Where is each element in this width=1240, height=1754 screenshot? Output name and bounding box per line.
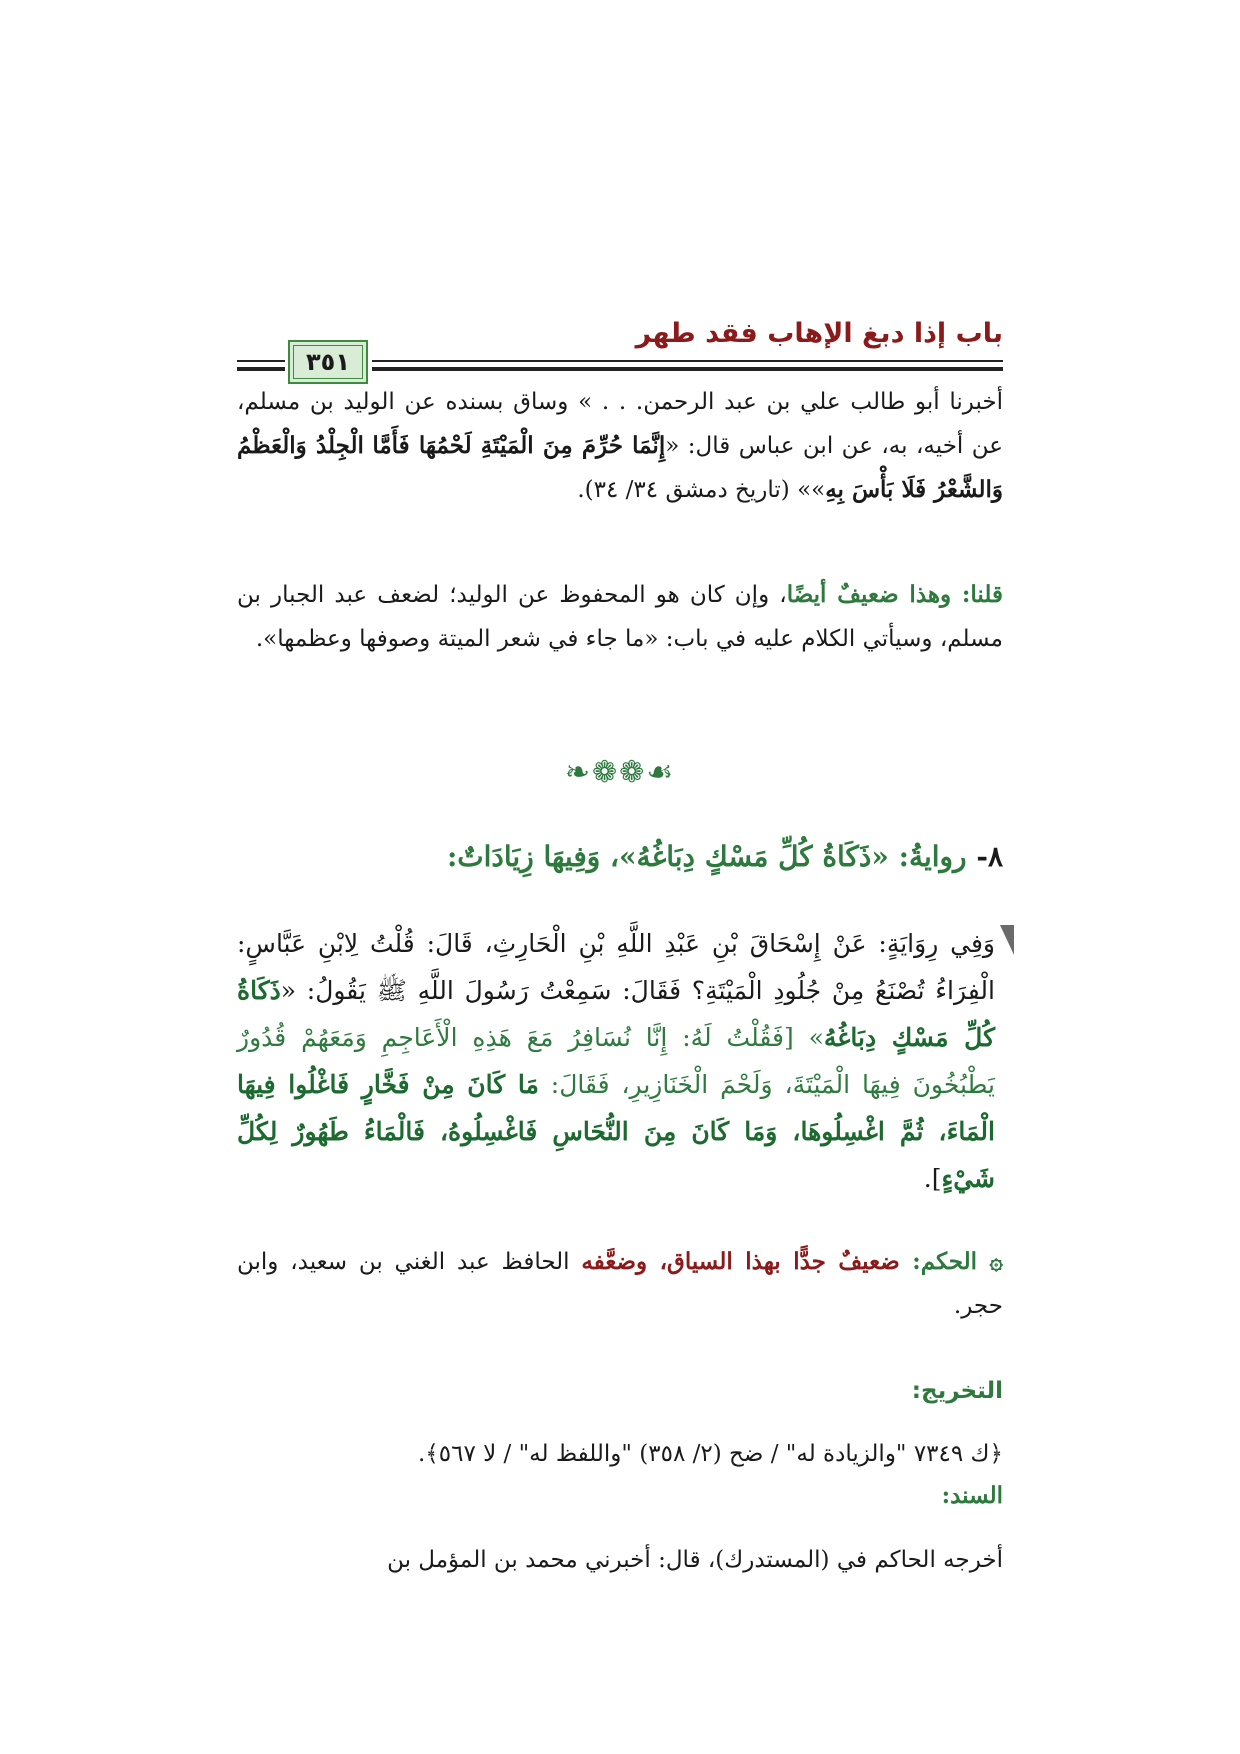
- page-number-frame: [288, 340, 368, 384]
- quote-corner-mark: [1000, 925, 1014, 955]
- section-divider-ornament: ❧❁❁☙: [564, 755, 676, 790]
- ruling: [237, 1240, 1003, 1328]
- hadith-addition: » [فَقُلْتُ لَهُ: إِنَّا نُسَافِرُ مَعَ هَذِهِ الْأَعَاجِمِ وَمَعَهُمْ قُدُورٌ يَطْبُخُونَ فِيهَا الْمَيْتَةَ، وَلَحْمَ الْخَنَازِيرِ، فَقَالَ:: [237, 1023, 995, 1099]
- section-heading: [447, 840, 1003, 873]
- hadith-text: [237, 920, 995, 1202]
- page-number: ٣٥١: [306, 348, 350, 376]
- comment-text: ، وإن كان هو المحفوظ عن الوليد؛ لضعف عبد الجبار بن مسلم، وسيأتي الكلام عليه في باب: «ما جاء في شعر الميتة وصوفها وعظمها».: [237, 582, 1003, 652]
- para1-citation: »» (تاريخ دمشق ٣٤/ ٣٤).: [577, 477, 826, 503]
- comment-verdict: وهذا ضعيفٌ أيضًا: [786, 581, 952, 608]
- sanad-text: أخرجه الحاكم في (المستدرك)، قال: أخبرني محمد بن المؤمل بن: [387, 1547, 1003, 1573]
- ruling-label: الحكم:: [899, 1248, 990, 1275]
- takhrij-heading: التخريج:: [911, 1378, 1003, 1404]
- para1-hadith-bold: إِنَّمَا حُرِّمَ مِنَ الْمَيْتَةِ لَحْمُهَا فَأَمَّا: [372, 432, 666, 459]
- ruling-verdict: ضعيفٌ جدًّا بهذا السياق، وضعَّفه: [581, 1248, 900, 1275]
- ruling-text: الحافظ عبد الغني بن سعيد، وابن حجر.: [237, 1249, 1003, 1319]
- paragraph-isnad: [237, 380, 1003, 512]
- para1-hadith-bold-cont: الْجِلْدُ وَالْعَظْمُ وَالشَّعْرُ فَلَا بَأْسَ بِهِ: [237, 432, 1003, 503]
- hadith-matn: ذَكَاةُ كُلِّ مَسْكٍ دِبَاغُهُ: [237, 976, 995, 1052]
- ruling-icon: ۞: [989, 1248, 1003, 1275]
- running-title: باب إذا دبغ الإهاب فقد طهر: [635, 318, 1003, 349]
- header-rule-thick: [372, 367, 1003, 371]
- section-title: روايةُ: «ذَكَاةُ كُلِّ مَسْكٍ دِبَاغُهُ»، وَفِيهَا زِيَادَاتٌ:: [446, 840, 967, 873]
- hadith-intro: وَفِي رِوَايَةٍ: عَنْ إِسْحَاقَ بْنِ عَبْدِ اللَّهِ بْنِ الْحَارِثِ، قَالَ: قُلْتُ لِابْنِ عَبَّاسٍ: الْفِرَاءُ تُصْنَعُ مِنْ جُلُودِ الْمَيْتَةِ؟ فَقَالَ: سَمِعْتُ رَسُولَ اللَّهِ ﷺ يَقُولُ: «: [237, 929, 995, 1005]
- header-rule-thick-left: [237, 367, 285, 371]
- header-rule-thin-left: [237, 360, 285, 362]
- paragraph-comment: [237, 573, 1003, 661]
- hadith-end: ].: [923, 1164, 942, 1193]
- header-rule-thin: [372, 360, 1003, 362]
- hadith-matn-addition: مَا كَانَ مِنْ فَخَّارٍ فَاغْلُوا فِيهَا الْمَاءَ، ثُمَّ اغْسِلُوهَا، وَمَا كَانَ مِنَ النُّحَاسِ فَاغْسِلُوهُ، فَالْمَاءُ طَهُورٌ لِكُلِّ شَيْءٍ: [237, 1070, 995, 1193]
- comment-label: قلنا:: [951, 581, 1003, 608]
- takhrij-text: ﴿ك ٧٣٤٩ "والزيادة له" / ضح (٢/ ٣٥٨) "واللفظ له" / لا ٥٦٧﴾.: [417, 1441, 1003, 1467]
- para1-line2-plain: مسلم، عن أخيه، به، عن ابن عباس قال: «: [237, 389, 1004, 459]
- para1-line1: أخبرنا أبو طالب علي بن عبد الرحمن. . . » وساق بسنده عن الوليد بن: [309, 389, 1004, 415]
- sanad-heading: السند:: [941, 1482, 1003, 1509]
- section-number: ٨-: [966, 840, 1003, 873]
